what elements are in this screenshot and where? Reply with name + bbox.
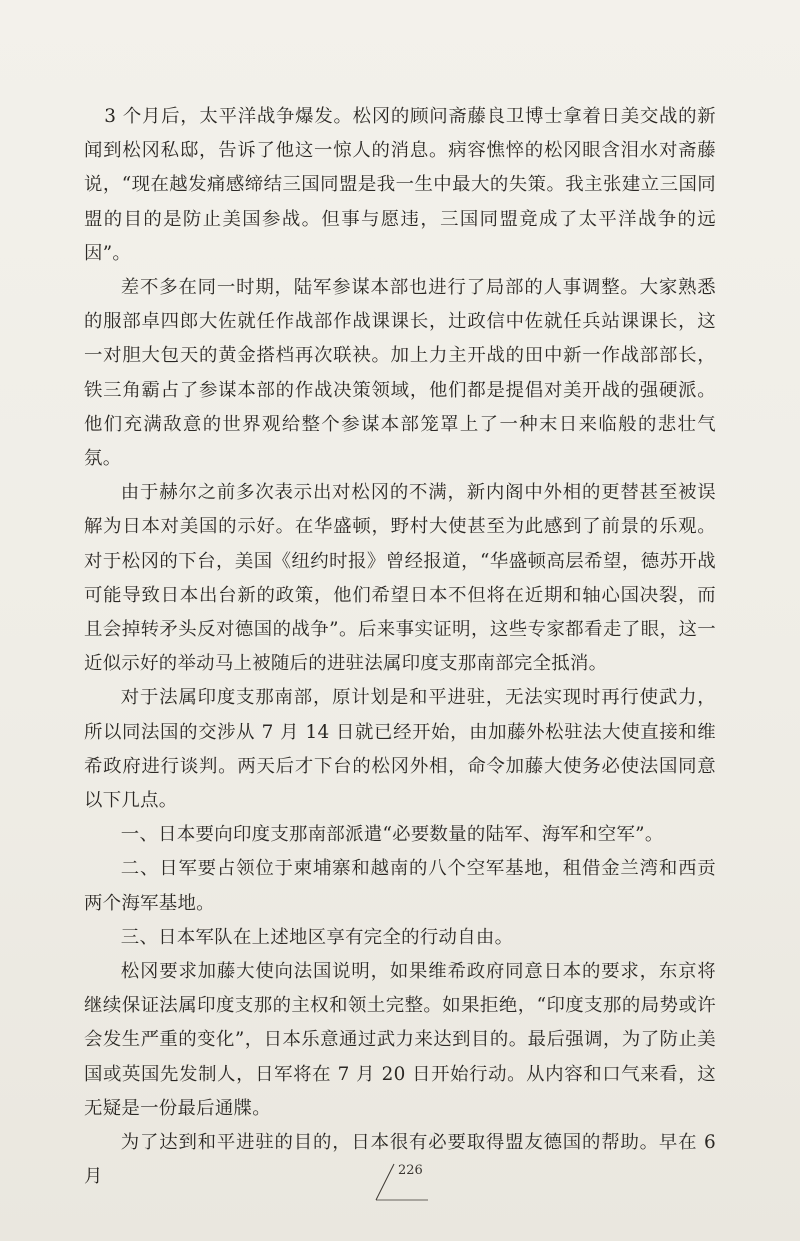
list-item-3: 三、日本军队在上述地区享有完全的行动自由。 — [120, 926, 514, 948]
paragraph-6: 为了达到和平进驻的目的，日本很有必要取得盟友德国的帮助。早在 6 月 — [84, 1132, 716, 1188]
page-number: 226 — [398, 1163, 423, 1178]
paragraph-2: 差不多在同一时期，陆军参谋本部也进行了局部的人事调整。大家熟悉的服部卓四郎大佐就任作战部作战课课长，辻政信中佐就任兵站课课长，这一对胆大包天的黄金搭档再次联袂。加上力主开战的田中新一作战部部长，铁三角霸占了参谋本部的作战决策领域，他们都是提倡对美开战的强硬派。他们充满敌意的世界观给整个参谋本部笼罩上了一种末日来临般的悲壮气氛。 — [84, 277, 716, 470]
paragraph-1: 3 个月后，太平洋战争爆发。松冈的顾问斋藤良卫博士拿着日美交战的新闻到松冈私邸，告诉了他这一惊人的消息。病容憔悴的松冈眼含泪水对斋藤说，“现在越发痛感缔结三国同盟是我一生中最大的失策。我主张建立三国同盟的目的是防止美国参战。但事与愿违，三国同盟竟成了太平洋战争的远因”。 — [84, 106, 716, 264]
list-item-1: 一、日本要向印度支那南部派遣“必要数量的陆军、海军和空军”。 — [120, 824, 664, 846]
paragraph-5: 松冈要求加藤大使向法国说明，如果维希政府同意日本的要求，东京将继续保证法属印度支那的主权和领土完整。如果拒绝，“印度支那的局势或许会发生严重的变化”，日本乐意通过武力来达到目的。最后强调，为了防止美国或英国先发制人，日军将在 7 月 20 日开始行动。从内容和口气来看，这无疑是一份最后通牒。 — [84, 961, 716, 1119]
page-folio — [362, 1162, 442, 1202]
list-item-2: 二、日军要占领位于柬埔寨和越南的八个空军基地，租借金兰湾和西贡两个海军基地。 — [84, 858, 716, 914]
body-text — [84, 100, 716, 1195]
paragraph-4: 对于法属印度支那南部，原计划是和平进驻，无法实现时再行使武力，所以同法国的交涉从 7 月 14 日就已经开始，由加藤外松驻法大使直接和维希政府进行谈判。两天后才下台的松冈外相，命令加藤大使务必使法国同意以下几点。 — [84, 687, 716, 812]
paragraph-3: 由于赫尔之前多次表示出对松冈的不满，新内阁中外相的更替甚至被误解为日本对美国的示好。在华盛顿，野村大使甚至为此感到了前景的乐观。对于松冈的下台，美国《纽约时报》曾经报道，“华盛顿高层希望，德苏开战可能导致日本出台新的政策，他们希望日本不但将在近期和轴心国决裂，而且会掉转矛头反对德国的战争”。后来事实证明，这些专家都看走了眼，这一近似示好的举动马上被随后的进驻法属印度支那南部完全抵消。 — [84, 482, 716, 675]
